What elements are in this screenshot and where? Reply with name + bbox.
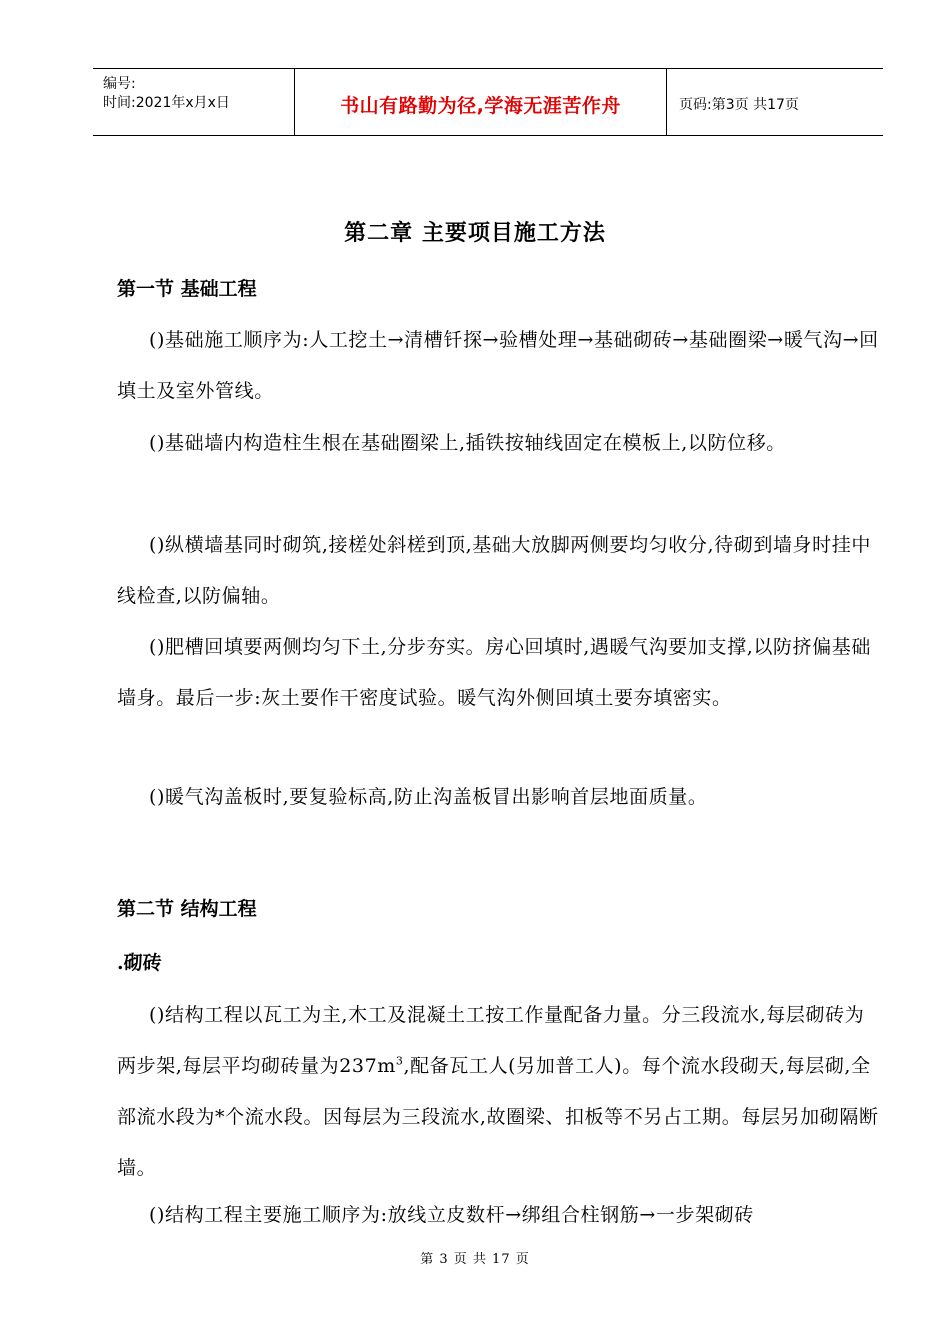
section-2-paragraph-2: ()结构工程主要施工顺序为:放线立皮数杆→绑组合柱钢筋→一步架砌砖 [149,1204,754,1226]
chapter-title: 第二章 主要项目施工方法 [344,220,606,246]
section-1-title: 第一节 基础工程 [117,278,257,300]
document-time-label: 时间:2021年x月x日 [103,95,230,111]
section-1-paragraph-4: ()肥槽回填要两侧均匀下土,分步夯实。房心回填时,遇暖气沟要加支撑,以防挤偏基础墙身。最后一步:灰土要作干密度试验。暖气沟外侧回填土要夯填密实。 [117,636,871,709]
section-1-paragraph-1: ()基础施工顺序为:人工挖土→清槽钎探→验槽处理→基础砌砖→基础圈梁→暖气沟→回填土及室外管线。 [117,329,879,402]
header-motto: 书山有路勤为径,学海无涯苦作舟 [340,95,621,117]
superscript-3: 3 [395,1054,404,1068]
page-footer: 第 3 页 共 17 页 [420,1252,530,1267]
paragraph-text-continued: ,配备瓦工人(另加普工人)。每个流水段砌天,每层砌,全部流水段为*个流水段。因每层为三段流水,故圈梁、扣板等不另占工期。每层另加砌隔断墙。 [117,1055,879,1179]
page-header [93,68,883,136]
header-meta-cell [93,69,295,135]
subheading-brickwork: .砌砖 [117,952,162,974]
header-page-number: 页码:第3页 共17页 [679,97,799,113]
section-1-paragraph-2: ()基础墙内构造柱生根在基础圈梁上,插铁按轴线固定在模板上,以防位移。 [149,432,786,454]
paragraph-text: ()结构工程以瓦工为主,木工及混凝土工按工作量配备力量。分三段流水,每层砌砖为两步架,每层平均砌砖量为237m [117,1004,865,1077]
section-2-paragraph-1 [117,990,879,1194]
header-motto-cell [295,69,667,135]
section-1-paragraph-3: ()纵横墙基同时砌筑,接槎处斜槎到顶,基础大放脚两侧要均匀收分,待砌到墙身时挂中线检查,以防偏轴。 [117,534,871,607]
section-2-title: 第二节 结构工程 [117,898,257,920]
header-page-cell [667,69,883,135]
document-code-label: 编号: [103,76,136,92]
section-1-paragraph-5: ()暖气沟盖板时,要复验标高,防止沟盖板冒出影响首层地面质量。 [149,786,708,808]
